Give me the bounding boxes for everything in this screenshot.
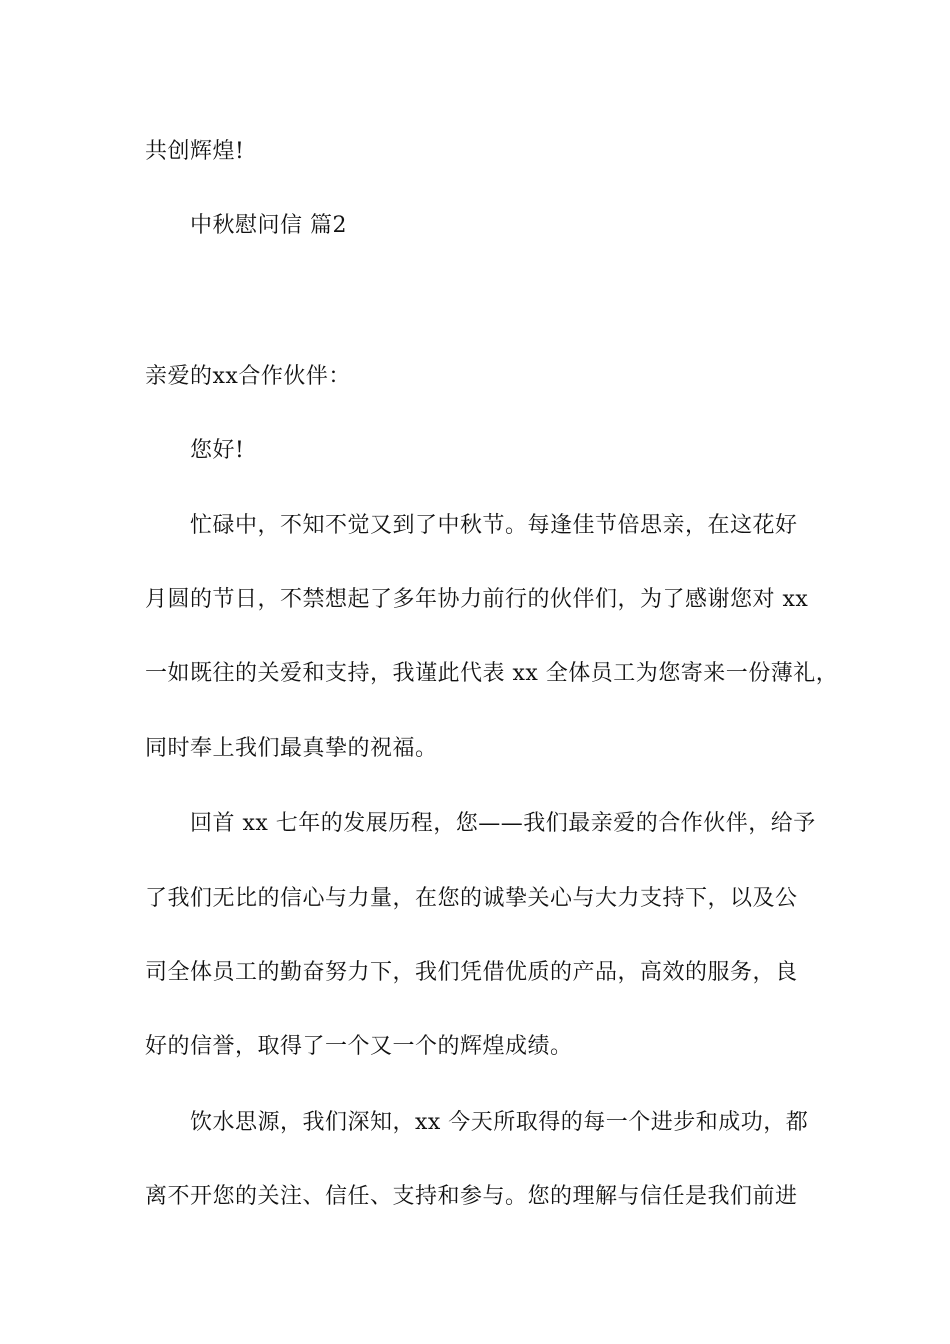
paragraph-3-line-1: 饮水思源，我们深知，xx 今天所取得的每一个进步和成功，都 — [190, 1110, 809, 1135]
paragraph-1-line-3: 一如既往的关爱和支持，我谨此代表 xx 全体员工为您寄来一份薄礼， — [145, 661, 839, 686]
paragraph-1-line-1: 忙碌中，不知不觉又到了中秋节。每逢佳节倍思亲，在这花好 — [190, 513, 798, 538]
closing-line: 共创辉煌! — [145, 139, 245, 164]
paragraph-3-line-2: 离不开您的关注、信任、支持和参与。您的理解与信任是我们前进 — [145, 1184, 798, 1209]
section-heading: 中秋慰问信 篇2 — [190, 213, 347, 238]
salutation: 亲爱的xx合作伙伴： — [145, 364, 351, 389]
paragraph-2-line-3: 司全体员工的勤奋努力下，我们凭借优质的产品，高效的服务，良 — [145, 960, 798, 985]
paragraph-2-line-4: 好的信誉，取得了一个又一个的辉煌成绩。 — [145, 1034, 573, 1059]
paragraph-1-line-2: 月圆的节日，不禁想起了多年协力前行的伙伴们，为了感谢您对 xx — [145, 587, 809, 612]
paragraph-1-line-4: 同时奉上我们最真挚的祝福。 — [145, 736, 438, 761]
greeting: 您好! — [190, 438, 245, 463]
paragraph-2-line-2: 了我们无比的信心与力量，在您的诚挚关心与大力支持下，以及公 — [145, 886, 798, 911]
paragraph-2-line-1: 回首 xx 七年的发展历程，您——我们最亲爱的合作伙伴，给予 — [190, 811, 816, 836]
